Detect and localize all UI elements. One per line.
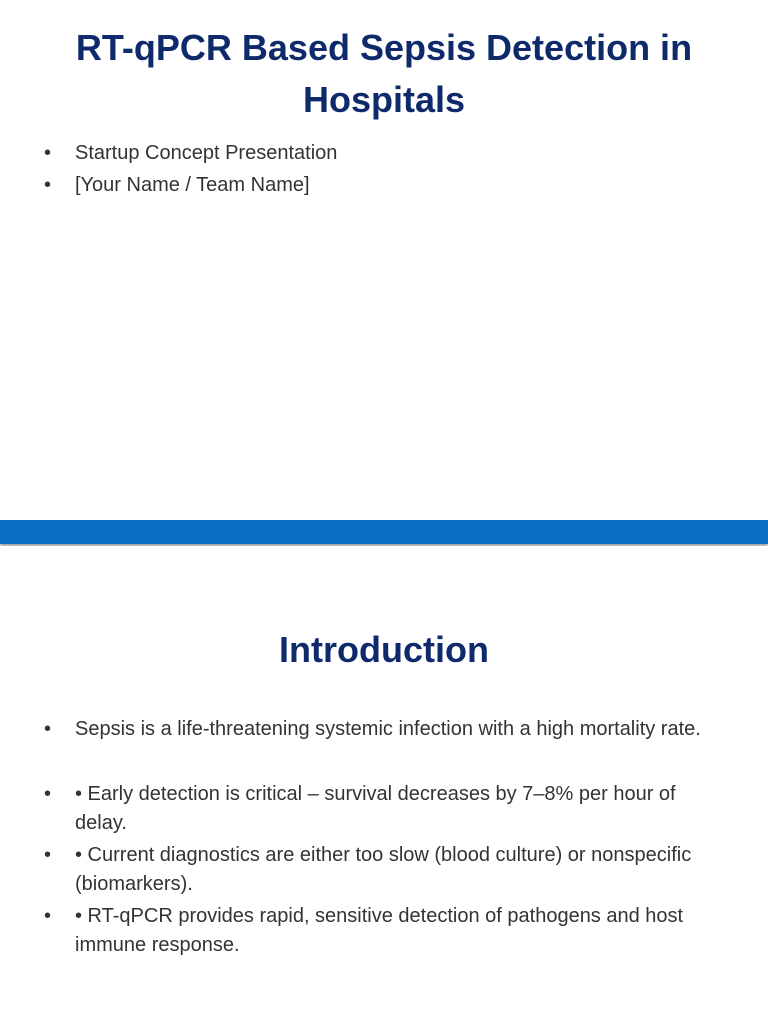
slide-title-bullet-list bbox=[44, 139, 724, 203]
slide-introduction-bullet-list bbox=[44, 715, 724, 963]
bullet-glyph: • bbox=[44, 718, 52, 740]
bullet-glyph: • bbox=[44, 783, 52, 805]
bullet-item bbox=[44, 902, 724, 960]
bullet-item bbox=[44, 171, 724, 200]
bullet-glyph: • bbox=[44, 174, 52, 196]
slide-title-heading: RT-qPCR Based Sepsis Detection in Hospitals bbox=[75, 27, 693, 120]
bullet-item bbox=[44, 841, 724, 899]
bullet-item bbox=[44, 715, 724, 744]
bullet-item bbox=[44, 139, 724, 168]
bullet-item bbox=[44, 780, 724, 838]
bullet-text: Sepsis is a life-threatening systemic infection with a high mortality rate. bbox=[75, 718, 701, 740]
bullet-text: • RT-qPCR provides rapid, sensitive detection of pathogens and host immune response. bbox=[75, 905, 684, 956]
slide-introduction-heading: Introduction bbox=[279, 629, 489, 670]
bullet-glyph: • bbox=[44, 844, 52, 866]
bullet-glyph: • bbox=[44, 142, 52, 164]
bullet-glyph: • bbox=[44, 905, 52, 927]
bullet-text: Startup Concept Presentation bbox=[75, 142, 338, 164]
slide-divider bbox=[0, 520, 768, 544]
bullet-text: • Early detection is critical – survival decreases by 7–8% per hour of delay. bbox=[75, 783, 676, 834]
bullet-text: [Your Name / Team Name] bbox=[75, 174, 310, 196]
slide-introduction bbox=[0, 546, 768, 1024]
bullet-text: • Current diagnostics are either too slow (blood culture) or nonspecific (biomarkers). bbox=[75, 844, 692, 895]
